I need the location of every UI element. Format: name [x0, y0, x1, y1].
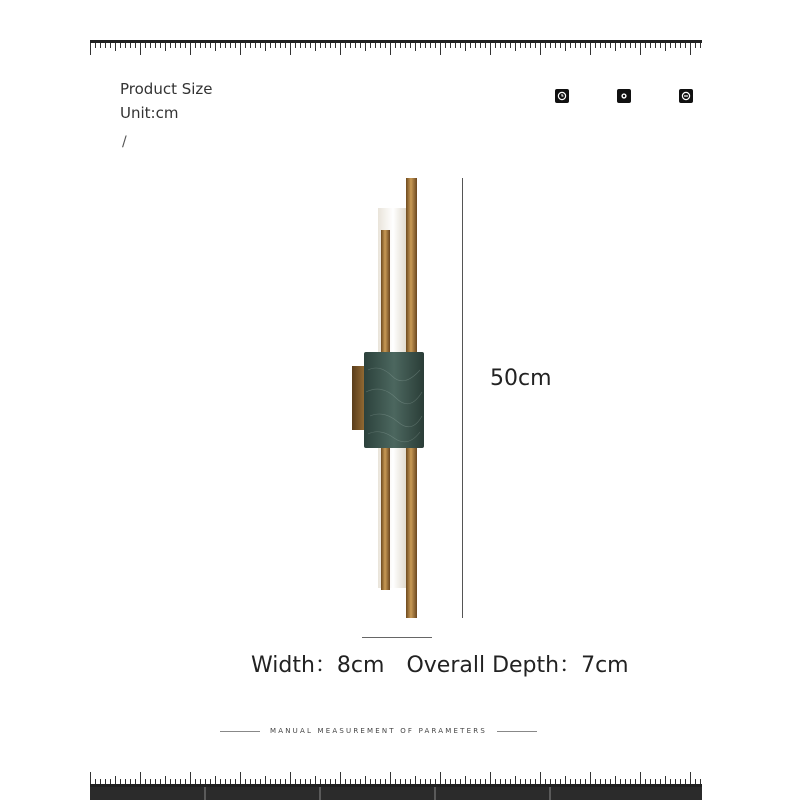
width-dimension-line — [362, 637, 432, 638]
caption-text: MANUAL MEASUREMENT OF PARAMETERS — [270, 727, 487, 735]
spec-row — [251, 648, 629, 679]
depth-value: 7cm — [581, 653, 629, 678]
ruler-top — [90, 40, 702, 58]
manual-measurement-caption — [220, 724, 572, 738]
height-dimension-line — [462, 178, 463, 618]
minus-circle-icon — [679, 89, 693, 103]
caption-rule-right — [497, 731, 537, 732]
clock-icon — [555, 89, 569, 103]
product-size-slash: / — [122, 134, 127, 150]
product-size-title: Product Size — [120, 80, 213, 98]
width-label: Width： — [251, 653, 337, 678]
width-value: 8cm — [336, 653, 385, 678]
depth-label: Overall Depth： — [406, 653, 582, 678]
caption-rule-left — [220, 731, 260, 732]
ruler-bottom — [90, 770, 702, 788]
ruler-bottom-graphic — [90, 770, 702, 800]
height-dimension-label: 50cm — [490, 366, 552, 391]
wall-lamp-image — [340, 170, 440, 630]
sun-icon — [617, 89, 631, 103]
product-size-unit: Unit:cm — [120, 104, 179, 122]
ruler-top-graphic — [90, 40, 702, 58]
